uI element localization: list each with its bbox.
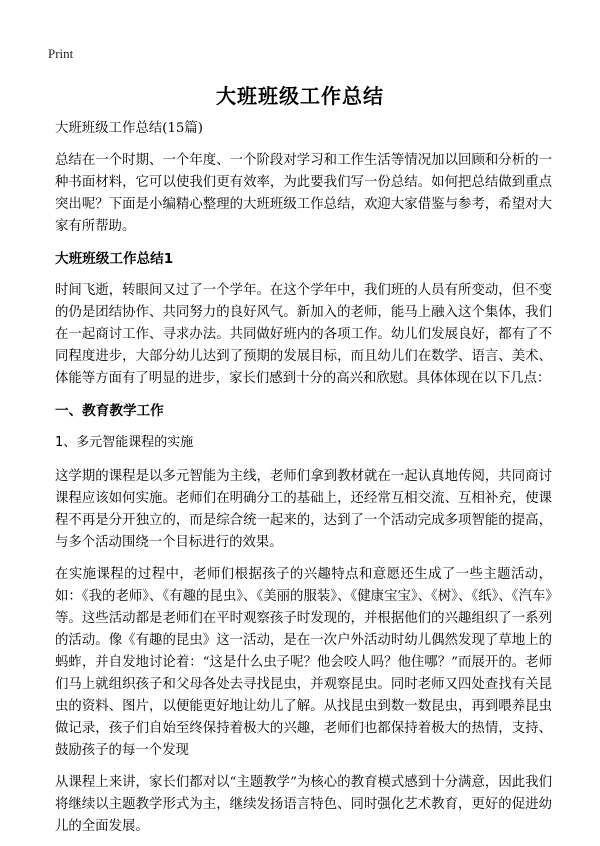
section1-paragraph: 时间飞逝，转眼间又过了一个学年。在这个学年中，我们班的人员有所变动，但不变的仍是团结协作、共同努力的良好风气。新加入的老师，能马上融入这个集体，我们在一起商讨工作、寻求办法。共同做好班内的各项工作。幼儿们发展良好，都有了不同程度进步，大部分幼儿达到了预期的发展目标，而且幼儿们在数学、语言、美术、体能等方面有了明显的进步，家长们感到十分的高兴和欣慰。具体体现在以下几点： (55, 283, 552, 386)
paragraph-themes: 在实施课程的过程中，老师们根据孩子的兴趣特点和意愿还生成了一些主题活动，如：《我的老师》、《有趣的昆虫》、《美丽的服装》、《健康宝宝》、《树》、《纸》、《汽车》等。这些活动都是老师们在平时观察孩子时发现的，并根据他们的兴趣组织了一系列的活动。像《有趣的昆虫》这一活动，是在一次户外活动时幼儿偶然发现了草地上的蚂蚱，并自发地讨论着：“这是什么虫子呢？他会咬人吗？他住哪？”而展开的。老师们马上就组织孩子和父母各处去寻找昆虫，并观察昆虫。同时老师又四处查找有关昆虫的资料、图片，以便能更好地让幼儿了解。从找昆虫到数一数昆虫，再到喂养昆虫做记录，孩子们自始至终保持着极大的兴趣，老师们也都保持着极大的热情，支持、鼓励孩子的每一个发现 (55, 567, 552, 758)
document-body (55, 118, 552, 846)
paragraph-curriculum: 这学期的课程是以多元智能为主线，老师们拿到教材就在一起认真地传阅，共同商讨课程应该如何实施。老师们在明确分工的基础上，还经常互相交流、互相补充，使课程不再是分开独立的，而是综合统一起来的，达到了一个活动完成多项智能的提高，与多个活动围绕一个目标进行的效果。 (55, 469, 552, 550)
paragraph-parents: 从课程上来讲，家长们都对以“主题教学”为核心的教育模式感到十分满意，因此我们将继续以主题教学形式为主，继续发扬语言特色、同时强化艺术教育，更好的促进幼儿的全面发展。 (55, 775, 552, 834)
item-heading-curriculum: 1、多元智能课程的实施 (55, 435, 194, 450)
print-label: Print (48, 46, 74, 61)
document-subtitle: 大班班级工作总结(15篇) (55, 121, 204, 136)
intro-paragraph: 总结在一个时期、一个年度、一个阶段对学习和工作生活等情况加以回顾和分析的一种书面材料，它可以使我们更有效率，为此要我们写一份总结。如何把总结做到重点突出呢？下面是小编精心整理的大班班级工作总结，欢迎大家借鉴与参考，希望对大家有所帮助。 (55, 153, 552, 234)
section-heading-1: 大班班级工作总结1 (55, 251, 174, 267)
part-heading-education: 一、教育教学工作 (55, 403, 164, 419)
document-title: 大班班级工作总结 (216, 84, 384, 108)
